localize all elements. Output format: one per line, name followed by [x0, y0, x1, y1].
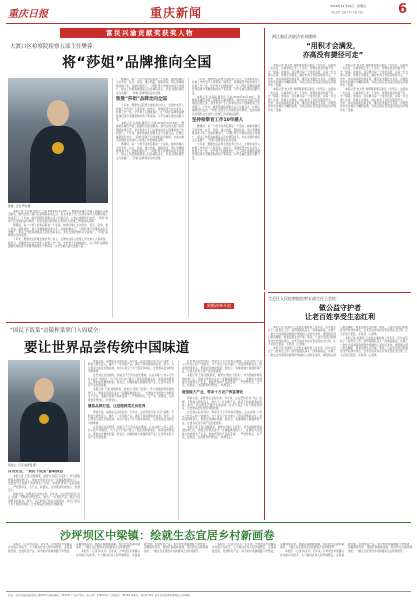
page-number: 6: [398, 2, 408, 17]
footer-info: 社址：重庆市渝北区同茂大道416号 邮政编码：401147 广告许可证：渝工商广字第001号 订阅电话：96169 零售价：每份1.50元 重庆日报印务有限责任公司印刷: [8, 594, 190, 597]
article-body-col3: 十年来，樊蓉先后获得全国优秀公诉人、全国未成年人检察工作先进个人等荣誉。她表示，将继续坚守在未成年人检察工作一线，守护孩子们健康成长，让“莎姐”品牌的温暖传递给更多需要帮助的孩子和家庭，为平安重庆建设贡献力量。 本报记者 龙丹梅 通讯员 王丽 2016年12月28日，樊蓉荣获重庆市第三届富民兴渝贡献奖。她所在的大渡口区检察院检察五部，是全市首个专门从事未成年人刑事检察工作的部门，十年来，她带领团队帮教失足少年数百名，让他们重新回归社会。“莎姐”是孩子们对她的亲切称呼，也成为重庆检察机关未成年人检察工作的响亮品牌。 坚持检察官工作10年感人 樊蓉说，每一个孩子的背后都是一个家庭。她和同事们走访学校、社区、家庭，建立档案，跟踪回访，用心用情挽救迷途少年。在她的推动下，“莎姐”青少年维权岗在全市推广，相关工作经验被最高人民检察院肯定，并在全国检察机关交流推广，“莎姐”品牌逐步走向全国。 十年来，樊蓉先后获得全国优秀公诉人、全国未成年人检察工作先进个人等荣誉。她表示，将继续坚守在未成年人检察工作一线，守护孩子们健康成长，让“莎姐”品牌的温暖传递给更多需要帮助的孩子和家庭，为平安重庆建设贡献力量。: [192, 78, 260, 160]
sidebar-mid-body: 本报记者 何春阳 王会钦从事检察工作多年，近年来专注于公益诉讼工作。他带领团队深入一线调查取证，办理了一批生态环境和资源保护领域的公益诉讼案件，督促相关部门依法履职，修复受损生态环境。他说，公益诉讼的目的就是守护好绿水青山，让老百姓实实在在享受到生态红利，让大足的天更蓝、水更清、山更绿。 本报记者 何春阳 王会钦从事检察工作多年，近年来专注于公益诉讼工作。他带领团队深入一线调查取证，办理了一批生态环境和资源保护领域的公益诉讼案件，督促相关部门依法履职，修复受损生态环境。他说，公益诉讼的目的就是守护好绿水青山，让老百姓实实在在享受到生态红利，让大足的天更蓝、水更清、山更绿。 本报记者 何春阳 王会钦从事检察工作多年，近年来专注于公益诉讼工作。他带领团队深入一线调查取证，办理了一批生态环境和资源保护领域的公益诉讼案件，督促相关部门依法履职，修复受损生态环境。他说，公益诉讼的目的就是守护好绿水青山，让老百姓实实在在享受到生态红利，让大足的天更蓝、水更清、山更绿。: [268, 326, 408, 357]
sidebar-kicker: 两江新区法院法官刘德明：: [272, 34, 320, 39]
article-headline: 将“莎姐”品牌推向全国: [62, 55, 212, 71]
article-kicker: 大渡口区检察院检察五部主任樊蓉：: [10, 44, 99, 50]
article-body-col1: 本报记者 龙丹梅 通讯员 王丽 2016年12月28日，樊蓉荣获重庆市第三届富民兴渝贡献奖。她所在的大渡口区检察院检察五部，是全市首个专门从事未成年人刑事检察工作的部门，十年来，她带领团队帮教失足少年数百名，让他们重新回归社会。“莎姐”是孩子们对她的亲切称呼，也成为重庆检察机关未成年人检察工作的响亮品牌。 樊蓉说，每一个孩子的背后都是一个家庭。她和同事们走访学校、社区、家庭，建立档案，跟踪回访，用心用情挽救迷途少年。在她的推动下，“莎姐”青少年维权岗在全市推广，相关工作经验被最高人民检察院肯定，并在全国检察机关交流推广，“莎姐”品牌逐步走向全国。 十年来，樊蓉先后获得全国优秀公诉人、全国未成年人检察工作先进个人等荣誉。她表示，将继续坚守在未成年人检察工作一线，守护孩子们健康成长，让“莎姐”品牌的温暖传递给更多需要帮助的孩子和家庭，为平安重庆建设贡献力量。: [8, 210, 108, 249]
article-photo-fanrong: [8, 78, 108, 203]
article-mid-subhead: 做强做大产业，带动十万农户致富增收: [182, 389, 244, 394]
article-mid-col2: 周斌全说，品牌是企业的生命。多年来，企业坚持打造“乌江”品牌，不断加大研发投入，推出了一系列新产品，满足不同消费者的需求。如今，乌江榨菜已销往全国各地，并出口到五十多个国家和地区，让世界品尝到传统中国味道。 在发展企业的同时，周斌全不忘带动农民增收。企业采取“公司+合作社+农户”的模式，与十余万户农户建立了稳定的购销关系，保底收购青菜头，帮助农民增收致富。他表示，将继续做大做强榨菜产业，让更多农民分享产业发展成果。 本报记者 王翔 涪陵榨菜，被誉为“国民下饭菜”。作为涪陵榨菜集团的掌门人，周斌全带领企业从一家濒临倒闭的小厂，发展成为全国最大的榨菜生产企业。他始终坚持产品质量第一，严把原料关、生产关、检测关，让消费者吃得放心、吃得安心。 聚焦品牌打造，让涪陵榨菜走向世界 周斌全说，品牌是企业的生命。多年来，企业坚持打造“乌江”品牌，不断加大研发投入，推出了一系列新产品，满足不同消费者的需求。如今，乌江榨菜已销往全国各地，并出口到五十多个国家和地区，让世界品尝到传统中国味道。 在发展企业的同时，周斌全不忘带动农民增收。企业采取“公司+合作社+农户”的模式，与十余万户农户建立了稳定的购销关系，保底收购青菜头，帮助农民增收致富。他表示，将继续做大做强榨菜产业，让更多农民分享产业发展成果。: [88, 360, 174, 439]
bottom-headline: 沙坪坝区中梁镇：绘就生态宜居乡村新画卷: [60, 529, 275, 542]
section-title: 重庆新闻: [150, 6, 203, 20]
article-subhead: 致推“莎姐”品牌走向全国: [116, 97, 167, 103]
bottom-body: 本报讯 （记者 杨永芹）近年来，沙坪坝区中梁镇以乡村振兴为抓手，大力推进农村人居环境整治，完善基础设施，发展特色产业。如今的中梁镇道路干净整洁，房屋错落有致，果园花海相映成趣，村民的生活越来越美好，一幅生态宜居的乡村新画卷正在徐徐展开。 本报讯 （记者 杨永芹）近年来，沙坪坝区中梁镇以乡村振兴为抓手，大力推进农村人居环境整治，完善基础设施，发展特色产业。如今的中梁镇道路干净整洁，房屋错落有致，果园花海相映成趣，村民的生活越来越美好，一幅生态宜居的乡村新画卷正在徐徐展开。 本报讯 （记者 杨永芹）近年来，沙坪坝区中梁镇以乡村振兴为抓手，大力推进农村人居环境整治，完善基础设施，发展特色产业。如今的中梁镇道路干净整洁，房屋错落有致，果园花海相映成趣，村民的生活越来越美好，一幅生态宜居的乡村新画卷正在徐徐展开。 本报讯 （记者 杨永芹）近年来，沙坪坝区中梁镇以乡村振兴为抓手，大力推进农村人居环境整治，完善基础设施，发展特色产业。如今的中梁镇道路干净整洁，房屋错落有致，果园花海相映成趣，村民的生活越来越美好，一幅生态宜居的乡村新画卷正在徐徐展开。: [8, 543, 412, 557]
article-mid-col3: 在发展企业的同时，周斌全不忘带动农民增收。企业采取“公司+合作社+农户”的模式，与十余万户农户建立了稳定的购销关系，保底收购青菜头，帮助农民增收致富。他表示，将继续做大做强榨菜产业，让更多农民分享产业发展成果。 本报记者 王翔 涪陵榨菜，被誉为“国民下饭菜”。作为涪陵榨菜集团的掌门人，周斌全带领企业从一家濒临倒闭的小厂，发展成为全国最大的榨菜生产企业。他始终坚持产品质量第一，严把原料关、生产关、检测关，让消费者吃得放心、吃得安心。 做强做大产业，带动十万农户致富增收 周斌全说，品牌是企业的生命。多年来，企业坚持打造“乌江”品牌，不断加大研发投入，推出了一系列新产品，满足不同消费者的需求。如今，乌江榨菜已销往全国各地，并出口到五十多个国家和地区，让世界品尝到传统中国味道。 在发展企业的同时，周斌全不忘带动农民增收。企业采取“公司+合作社+农户”的模式，与十余万户农户建立了稳定的购销关系，保底收购青菜头，帮助农民增收致富。他表示，将继续做大做强榨菜产业，让更多农民分享产业发展成果。 本报记者 王翔 涪陵榨菜，被誉为“国民下饭菜”。作为涪陵榨菜集团的掌门人，周斌全带领企业从一家濒临倒闭的小厂，发展成为全国最大的榨菜生产企业。他始终坚持产品质量第一，严把原料关、生产关、检测关，让消费者吃得放心、吃得安心。: [182, 360, 262, 439]
article-mid-kicker: “国民下饭菜”涪陵榨菜掌门人周斌全：: [10, 328, 104, 334]
sidebar-mid-kicker: 大足区人民检察院检察五部主任王会钦：: [268, 296, 340, 301]
sidebar-body: 本报记者 周文然 刘德明是两江新区（自贸区）法院的一名法官，从事审判工作二十余年，审理各类案件数千件，无一错案。他常说，法官要对每一个案件负责，对每一位当事人负责，积累才会满发，做好审判工作没有捷径可走。工作中，他认真钻研法律业务，撰写的多篇论文获奖，办理的案件多次被评为精品案例，为两江新区营造良好的法治环境作出了贡献。 本报记者 周文然 刘德明是两江新区（自贸区）法院的一名法官，从事审判工作二十余年，审理各类案件数千件，无一错案。他常说，法官要对每一个案件负责，对每一位当事人负责，积累才会满发，做好审判工作没有捷径可走。工作中，他认真钻研法律业务，撰写的多篇论文获奖，办理的案件多次被评为精品案例，为两江新区营造良好的法治环境作出了贡献。 本报记者 周文然 刘德明是两江新区（自贸区）法院的一名法官，从事审判工作二十余年，审理各类案件数千件，无一错案。他常说，法官要对每一个案件负责，对每一位当事人负责，积累才会满发，做好审判工作没有捷径可走。工作中，他认真钻研法律业务，撰写的多篇论文获奖，办理的案件多次被评为精品案例，为两江新区营造良好的法治环境作出了贡献。 本报记者 周文然 刘德明是两江新区（自贸区）法院的一名法官，从事审判工作二十余年，审理各类案件数千件，无一错案。他常说，法官要对每一个案件负责，对每一位当事人负责，积累才会满发，做好审判工作没有捷径可走。工作中，他认真钻研法律业务，撰写的多篇论文获奖，办理的案件多次被评为精品案例，为两江新区营造良好的法治环境作出了贡献。: [268, 64, 408, 112]
article-mid-subhead: 聚焦品牌打造，让涪陵榨菜走向世界: [88, 404, 146, 409]
masthead-weekday: 星期四: [357, 4, 367, 8]
masthead: [0, 0, 417, 24]
photo-caption: 樊蓉。记者 罗斌 摄: [8, 205, 31, 208]
masthead-editor-line: 主编 刘学 责编 王明 美编 李强: [330, 11, 363, 14]
article-subhead: 坚持检察官工作10年感人: [192, 118, 244, 124]
section-banner-mid: 致敬改革开放: [204, 303, 234, 309]
sidebar-mid-headline: 做公益守护者 让老百姓享受生态红利: [305, 304, 375, 321]
article-mid-subhead: 自食安全，“黄民下饭菜”影响深远: [8, 470, 64, 473]
photo-caption-mid: 周斌全。记者 谢智强 摄: [8, 464, 36, 467]
newspaper-logo: 重庆日报: [8, 9, 48, 20]
award-banner: [60, 28, 240, 38]
sidebar-headline: “用积才会满发， 亦高没有捷径可走”: [302, 42, 364, 59]
masthead-date: 2016年12月29日: [330, 4, 355, 8]
article-mid-headline: 要让世界品尝传统中国味道: [24, 340, 190, 356]
article-body-col2: 樊蓉说，每一个孩子的背后都是一个家庭。她和同事们走访学校、社区、家庭，建立档案，跟踪回访，用心用情挽救迷途少年。在她的推动下，“莎姐”青少年维权岗在全市推广，相关工作经验被最高人民检察院肯定，并在全国检察机关交流推广，“莎姐”品牌逐步走向全国。 致推“莎姐”品牌走向全国 十年来，樊蓉先后获得全国优秀公诉人、全国未成年人检察工作先进个人等荣誉。她表示，将继续坚守在未成年人检察工作一线，守护孩子们健康成长，让“莎姐”品牌的温暖传递给更多需要帮助的孩子和家庭，为平安重庆建设贡献力量。 本报记者 龙丹梅 通讯员 王丽 2016年12月28日，樊蓉荣获重庆市第三届富民兴渝贡献奖。她所在的大渡口区检察院检察五部，是全市首个专门从事未成年人刑事检察工作的部门，十年来，她带领团队帮教失足少年数百名，让他们重新回归社会。“莎姐”是孩子们对她的亲切称呼，也成为重庆检察机关未成年人检察工作的响亮品牌。 樊蓉说，每一个孩子的背后都是一个家庭。她和同事们走访学校、社区、家庭，建立档案，跟踪回访，用心用情挽救迷途少年。在她的推动下，“莎姐”青少年维权岗在全市推广，相关工作经验被最高人民检察院肯定，并在全国检察机关交流推广，“莎姐”品牌逐步走向全国。: [116, 78, 184, 160]
article-photo-zhoubinquan: [8, 360, 80, 462]
article-mid-col1: 自食安全，“黄民下饭菜”影响深远 本报记者 王翔 涪陵榨菜，被誉为“国民下饭菜”。作为涪陵榨菜集团的掌门人，周斌全带领企业从一家濒临倒闭的小厂，发展成为全国最大的榨菜生产企业。他始终坚持产品质量第一，严把原料关、生产关、检测关，让消费者吃得放心、吃得安心。 周斌全说，品牌是企业的生命。多年来，企业坚持打造“乌江”品牌，不断加大研发投入，推出了一系列新产品，满足不同消费者的需求。如今，乌江榨菜已销往全国各地，并出口到五十多个国家和地区，让世界品尝到传统中国味道。: [8, 470, 80, 507]
award-banner-label: 富民兴渝贡献奖获奖人物: [106, 29, 194, 37]
